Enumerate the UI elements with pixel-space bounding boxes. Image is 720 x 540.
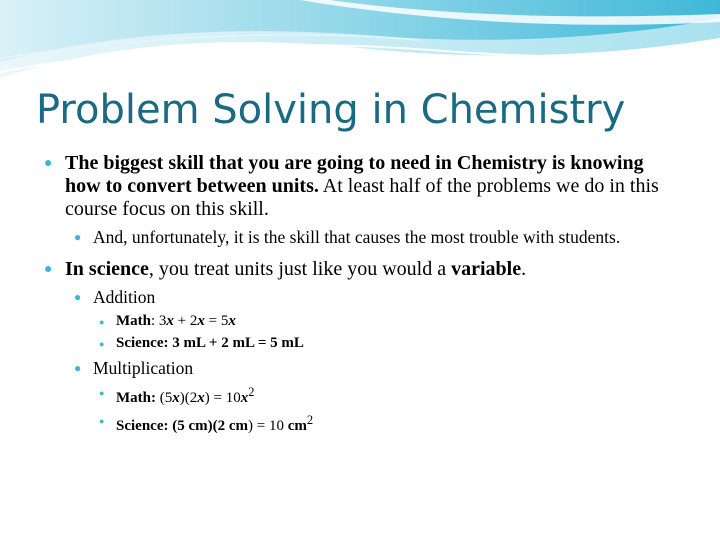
bullet-convert-units xyxy=(44,152,664,221)
sub-bullet-multiplication xyxy=(74,358,664,379)
bullet-marker: ● xyxy=(44,156,53,171)
bullet-bold-in-science: In science xyxy=(65,258,149,280)
math-label: Math: xyxy=(116,390,156,406)
science-text: 3 mL + 2 mL = 5 mL xyxy=(168,335,304,351)
bullet-text: , you treat units just like you would a xyxy=(148,258,452,280)
bullet-bold-variable: variable xyxy=(451,258,522,280)
bullet-marker: ● xyxy=(99,416,105,426)
science-exponent: 2 xyxy=(306,413,314,427)
bullet-marker: ● xyxy=(74,290,82,304)
math-text: ) = 10 xyxy=(204,390,241,406)
math-text: 3 xyxy=(155,313,167,329)
math-text: = 5 xyxy=(204,313,229,329)
math-colon: : xyxy=(151,313,156,329)
bullet-marker: ● xyxy=(44,262,53,277)
header-wave-decoration xyxy=(0,0,720,80)
bullet-text: At least half of the problems we do in this course focus on this skill. xyxy=(65,175,659,220)
sub-bullet-trouble xyxy=(74,227,664,248)
bullet-marker: ● xyxy=(74,361,82,375)
science-text: (5 cm)(2 xyxy=(168,418,229,434)
multiplication-math xyxy=(99,383,664,407)
science-unit: cm xyxy=(287,418,307,434)
multiplication-science xyxy=(99,411,664,435)
math-variable: x xyxy=(172,390,180,406)
addition-label: Addition xyxy=(93,287,156,307)
addition-science xyxy=(99,334,664,352)
math-text: (5 xyxy=(156,390,173,406)
math-variable: x xyxy=(197,313,205,329)
science-label: Science: xyxy=(116,418,169,434)
sub-bullet-addition xyxy=(74,287,664,308)
bullet-marker: ● xyxy=(99,388,105,398)
math-text: )(2 xyxy=(179,390,198,406)
bullet-marker: ● xyxy=(99,339,105,349)
bullet-marker: ● xyxy=(74,230,82,244)
math-variable: x xyxy=(197,390,205,406)
sub-bullet-text: And, unfortunately, it is the skill that causes the most trouble with students. xyxy=(93,227,621,247)
math-text: + 2 xyxy=(173,313,198,329)
bullet-marker: ● xyxy=(99,317,105,327)
slide-title: Problem Solving in Chemistry xyxy=(36,87,626,133)
multiplication-label: Multiplication xyxy=(93,358,194,378)
science-text: ) = 10 xyxy=(248,418,288,434)
bullet-end: . xyxy=(521,258,527,280)
math-variable: x xyxy=(166,313,174,329)
math-label: Math xyxy=(116,313,151,329)
science-label: Science: xyxy=(116,335,169,351)
math-variable: x xyxy=(240,390,249,406)
slide-content xyxy=(44,152,664,435)
bullet-bold-text: The biggest skill that you are going to need in Chemistry is knowing how to convert between units. xyxy=(65,152,644,197)
bullet-units-variable xyxy=(44,258,664,281)
math-exponent: 2 xyxy=(248,385,255,399)
addition-math xyxy=(99,312,664,330)
math-variable: x xyxy=(228,313,236,329)
science-unit: cm xyxy=(228,418,249,434)
